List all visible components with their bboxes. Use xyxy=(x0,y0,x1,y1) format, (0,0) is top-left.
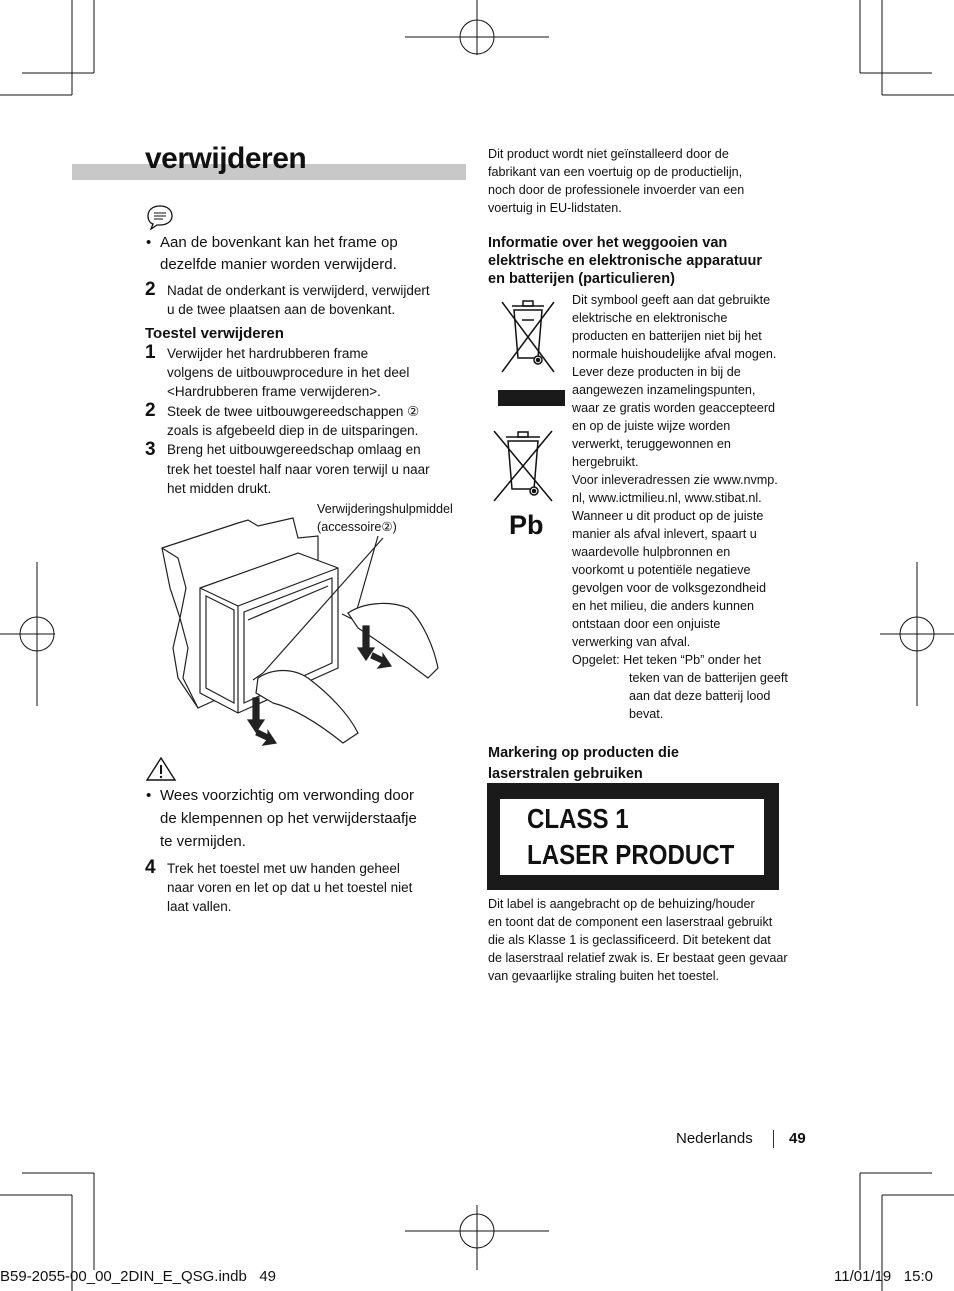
subheading: Toestel verwijderen xyxy=(145,325,284,342)
intro-text: Dit product wordt niet geïnstalleerd door de fabrikant van een voertuig op de productielijn, noch door de professionele invoerder van een voertuig in EU-lidstaten. xyxy=(488,147,745,215)
step-text: trek het toestel half naar voren terwijl u naar xyxy=(167,462,430,477)
crossed-bin-battery-icon xyxy=(488,427,558,503)
step-number: 3 xyxy=(145,439,156,460)
step-text: Trek het toestel met uw handen geheel xyxy=(167,861,400,876)
step-number: 1 xyxy=(145,342,156,363)
step-text: Nadat de onderkant is verwijderd, verwijdert xyxy=(167,283,430,298)
step-text: Verwijder het hardrubberen frame xyxy=(167,346,369,361)
page-title: verwijderen xyxy=(145,142,307,175)
step-text: Breng het uitbouwgereedschap omlaag en xyxy=(167,442,421,457)
step-text: naar voren en let op dat u het toestel niet xyxy=(167,880,413,895)
step-text: volgens de uitbouwprocedure in het deel xyxy=(167,365,410,380)
callout-label: (accessoire②) xyxy=(317,520,397,534)
weee-black-bar xyxy=(498,390,565,406)
laser-class: CLASS 1 xyxy=(527,803,629,834)
step-text: u de twee plaatsen aan de bovenkant. xyxy=(167,302,396,317)
step-number: 4 xyxy=(145,857,156,878)
laser-product: LASER PRODUCT xyxy=(527,839,735,870)
laser-label xyxy=(487,783,779,890)
caution-label: Opgelet: xyxy=(572,653,620,667)
footer-page-number: 49 xyxy=(789,1130,806,1147)
step-text: het midden drukt. xyxy=(167,481,272,496)
warning-text: de klempennen op het verwijderstaafje xyxy=(160,810,417,827)
step-number: 2 xyxy=(145,279,156,300)
footer-file: B59-2055-00_00_2DIN_E_QSG.indb 49 xyxy=(0,1268,277,1285)
removal-illustration xyxy=(158,508,448,748)
note-bullet: • Aan de bovenkant kan het frame op dezelfde manier worden verwijderd. xyxy=(160,232,450,276)
footer-language: Nederlands xyxy=(676,1130,753,1147)
warning-icon xyxy=(145,756,177,782)
note-icon xyxy=(145,204,175,230)
warning-text: te vermijden. xyxy=(160,833,246,850)
step-number: 2 xyxy=(145,400,156,421)
footer-divider xyxy=(773,1130,774,1148)
step-text: zoals is afgebeeld diep in de uitsparingen. xyxy=(167,423,419,438)
crossed-bin-icon xyxy=(498,296,558,376)
step-text: <Hardrubberen frame verwijderen>. xyxy=(167,384,381,399)
warning-text: • Wees voorzichtig om verwonding door xyxy=(160,785,414,807)
weee-heading: Informatie over het weggooien van elektrische en elektronische apparatuur en batterijen (particulieren) xyxy=(488,235,762,287)
footer-date: 11/01/19 15:0 xyxy=(834,1268,933,1285)
laser-heading: Markering op producten die laserstralen gebruiken xyxy=(488,745,679,782)
step-text: Steek de twee uitbouwgereedschappen ② xyxy=(167,404,420,419)
laser-body: Dit label is aangebracht op de behuizing/houder en toont dat de component een laserstraal gebruikt die als Klasse 1 is geclassificeerd. Dit betekent dat de laserstraal relatief zwak is. Er bestaat geen gevaar van gevaarlijke straling buiten het toestel. xyxy=(488,897,788,983)
pb-symbol: Pb xyxy=(509,510,544,540)
step-text: laat vallen. xyxy=(167,899,232,914)
weee-body: Dit symbool geeft aan dat gebruikte elektrische en elektronische producten en batterijen niet bij het normale huishoudelijke afval mogen. Lever deze producten in bij de aangewezen inzamelingspunten, waar ze gratis worden geaccepteerd en op de juiste wijze worden verwerkt, teruggewonnen en hergebruikt. Voor inleveradressen zie www.nvmp. nl, www.ictmilieu.nl, www.stibat.nl. Wanneer u dit product op de juiste manier als afval inlevert, spaart u waardevolle hulpbronnen en voorkomt u potentiële negatieve gevolgen voor de volksgezondheid en het milieu, die anders kunnen ontstaan door een onjuiste verwerking van afval. Opgelet: Het teken “Pb” onder het teken van de batterijen geeft aan dat deze batterij lood bevat. xyxy=(572,293,788,721)
callout-label: Verwijderingshulpmiddel xyxy=(317,502,453,516)
